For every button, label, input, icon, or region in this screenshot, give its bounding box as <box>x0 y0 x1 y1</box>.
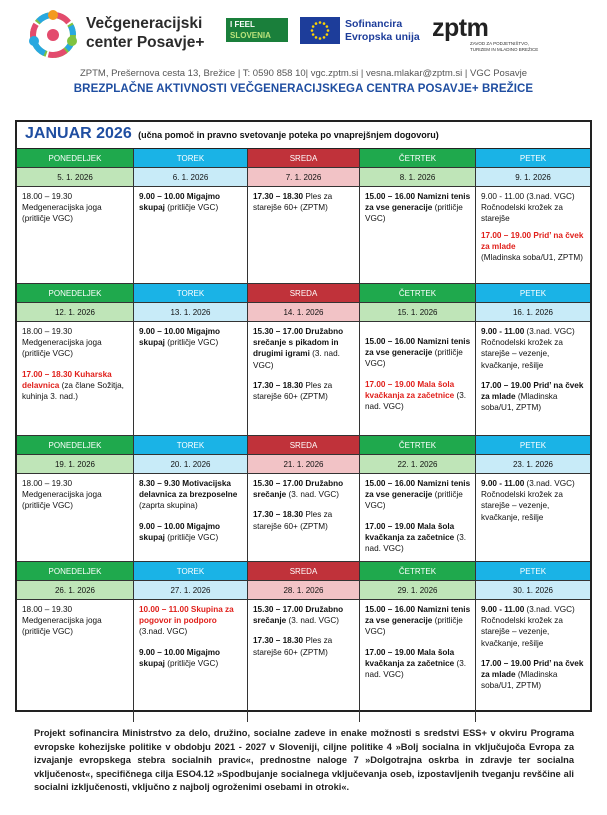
day-header: PETEK <box>476 436 590 455</box>
date-cell: 29. 1. 2026 <box>360 581 476 600</box>
activity-cell: 15.00 – 16.00 Namizni tenis za vse generacije (pritličje VGC) 17.00 – 19.00 Mala šola kvačkanja za začetnice (3. nad. VGC) <box>360 474 476 562</box>
day-header: SREDA <box>248 436 360 455</box>
date-cell: 7. 1. 2026 <box>248 168 360 187</box>
date-cell: 28. 1. 2026 <box>248 581 360 600</box>
zptm-subtitle: ZAVOD ZA PODJETNIŠTVO, TURIZEM IN MLADINO BREŽICE <box>470 41 539 52</box>
day-header: PETEK <box>476 284 590 303</box>
date-cell: 15. 1. 2026 <box>360 303 476 322</box>
activity-cell: 8.30 – 9.30 Motivacijska delavnica za brezposelne (zaprta skupina) 9.00 – 10.00 Migajmo skupaj (pritličje VGC) <box>134 474 248 562</box>
date-cell: 19. 1. 2026 <box>17 455 134 474</box>
week-row <box>17 436 590 562</box>
i-feel-slovenia-logo: I FEEL SLOVENIA <box>226 18 288 42</box>
activity-cell: 9.00 - 11.00 (3.nad. VGC) Ročnodelski krožek za starejše – vezenje, kvačkanje, rešilje 17.00 – 19.00 Prid’ na čvek za mlade (Mladinska soba/U1, ZPTM) <box>481 605 584 691</box>
activity-calendar <box>15 120 592 712</box>
date-cell: 12. 1. 2026 <box>17 303 134 322</box>
day-header: PONEDELJEK <box>17 562 134 581</box>
week-row <box>17 284 590 436</box>
day-header: SREDA <box>248 149 360 168</box>
week-row <box>17 149 590 284</box>
brand-name: Večgeneracijski center Posavje+ <box>86 15 205 51</box>
date-cell: 16. 1. 2026 <box>476 303 590 322</box>
date-cell: 13. 1. 2026 <box>134 303 248 322</box>
eu-cofunding-label: Sofinancira Evropska unija <box>345 18 420 43</box>
date-cell: 14. 1. 2026 <box>248 303 360 322</box>
activity-cell: 15.30 – 17.00 Družabno srečanje (3. nad. VGC) 17.30 – 18.30 Ples za starejše 60+ (ZPTM) <box>248 474 360 562</box>
activity-cell: 18.00 – 19.30 Medgeneracijska joga (pritličje VGC) <box>17 600 134 722</box>
eu-flag-icon <box>300 17 340 44</box>
date-cell: 8. 1. 2026 <box>360 168 476 187</box>
day-header: TOREK <box>134 436 248 455</box>
day-header: TOREK <box>134 284 248 303</box>
day-header: ČETRTEK <box>360 562 476 581</box>
date-cell: 30. 1. 2026 <box>476 581 590 600</box>
day-header: TOREK <box>134 149 248 168</box>
date-cell: 5. 1. 2026 <box>17 168 134 187</box>
day-header: PETEK <box>476 149 590 168</box>
activity-cell: 17.30 – 18.30 Ples za starejše 60+ (ZPTM) <box>248 187 360 284</box>
day-header: SREDA <box>248 562 360 581</box>
activity-cell: 18.00 – 19.30 Medgeneracijska joga (pritličje VGC) <box>17 187 134 284</box>
page-header <box>0 0 607 68</box>
date-cell: 23. 1. 2026 <box>476 455 590 474</box>
day-header: PONEDELJEK <box>17 436 134 455</box>
day-header: PETEK <box>476 562 590 581</box>
date-cell: 27. 1. 2026 <box>134 581 248 600</box>
date-cell: 22. 1. 2026 <box>360 455 476 474</box>
zptm-logo: zptm <box>432 14 489 42</box>
activity-cell: 9.00 - 11.00 (3.nad. VGC) Ročnodelski krožek za starejše 17.00 – 19.00 Prid’ na čvek za mlade (Mladinska soba/U1, ZPTM) <box>476 187 590 284</box>
month-note: (učna pomoč in pravno svetovanje poteka po vnaprejšnjem dogovoru) <box>138 130 439 140</box>
activity-cell: 15.00 – 16.00 Namizni tenis za vse generacije (pritličje VGC) 17.00 – 19.00 Mala šola kvačkanja za začetnice (3. nad. VGC) <box>360 322 476 436</box>
contact-line: ZPTM, Prešernova cesta 13, Brežice | T: 0590 858 10| vgc.zptm.si | vesna.mlakar@zptm.si | VGC Posavje <box>79 68 527 79</box>
activity-cell: 15.30 – 17.00 Družabno srečanje s pikadom in drugimi igrami (3. nad. VGC) 17.30 – 18.30 Ples za starejše 60+ (ZPTM) <box>248 322 360 436</box>
activity-cell: 18.00 – 19.30 Medgeneracijska joga (pritličje VGC) <box>17 474 134 562</box>
activity-cell: 9.00 - 11.00 (3.nad. VGC) Ročnodelski krožek za starejše – vezenje, kvačkanje, rešilje <box>476 474 590 562</box>
day-header: ČETRTEK <box>360 284 476 303</box>
day-header: PONEDELJEK <box>17 149 134 168</box>
date-cell: 21. 1. 2026 <box>248 455 360 474</box>
activity-cell: 9.00 – 10.00 Migajmo skupaj (pritličje VGC) <box>134 187 248 284</box>
activity-cell: 10.00 – 11.00 Skupina za pogovor in podporo (3.nad. VGC) 9.00 – 10.00 Migajmo skupaj (pritličje VGC) <box>134 600 248 722</box>
page-title: BREZPLAČNE AKTIVNOSTI VEČGENERACIJSKEGA CENTRA POSAVJE+ BREŽICE <box>73 83 534 95</box>
week-row <box>17 562 590 722</box>
day-header: SREDA <box>248 284 360 303</box>
activity-cell: 15.00 – 16.00 Namizni tenis za vse generacije (pritličje VGC) <box>360 187 476 284</box>
date-cell: 20. 1. 2026 <box>134 455 248 474</box>
activity-cell: 9.00 – 10.00 Migajmo skupaj (pritličje VGC) <box>134 322 248 436</box>
vgc-logo-icon <box>26 8 80 62</box>
day-header: ČETRTEK <box>360 436 476 455</box>
date-cell: 9. 1. 2026 <box>476 168 590 187</box>
date-cell: 26. 1. 2026 <box>17 581 134 600</box>
month-header <box>17 122 590 149</box>
day-header: TOREK <box>134 562 248 581</box>
activity-cell: 18.00 – 19.30 Medgeneracijska joga (pritličje VGC) 17.00 – 18.30 Kuharska delavnica (za člane Sožitja, kuhinja 3. nad.) <box>17 322 134 436</box>
day-header: ČETRTEK <box>360 149 476 168</box>
day-header: PONEDELJEK <box>17 284 134 303</box>
month-title: JANUAR 2026 <box>25 125 132 142</box>
activity-cell: 15.30 – 17.00 Družabno srečanje (3. nad. VGC) 17.30 – 18.30 Ples za starejše 60+ (ZPTM) <box>248 600 360 722</box>
date-cell: 6. 1. 2026 <box>134 168 248 187</box>
activity-cell: 9.00 - 11.00 (3.nad. VGC) Ročnodelski krožek za starejše – vezenje, kvačkanje, rešilje 17.00 – 19.00 Prid’ na čvek za mlade (Mladinska soba/U1, ZPTM) <box>476 322 590 436</box>
funding-footer: Projekt sofinancira Ministrstvo za delo, družino, socialne zadeve in enake možnosti s sredstvi ESS+ v okviru Programa evropske kohezijske politike v obdobju 2021 - 2027 v Sloveniji, ciljne politike 4 »Bolj socialna in vključujoča Evropa za izvajanje evropskega stebra socialnih pravic«, prednostne naloge 7 »Dolgotrajna oskrba in zdravje ter socialna vključenost«, specifičnega cilja ESO4.12 »Spodbujanje socialnega vključevanja oseb, izpostavljenih tveganju revščine ali socialni izključenosti, vključno z najbolj ogroženimi osebami in otroki«. <box>34 728 574 792</box>
activity-cell: 15.00 – 16.00 Namizni tenis za vse generacije (pritličje VGC) 17.00 – 19.00 Mala šola kvačkanja za začetnice (3. nad. VGC) <box>360 600 476 722</box>
